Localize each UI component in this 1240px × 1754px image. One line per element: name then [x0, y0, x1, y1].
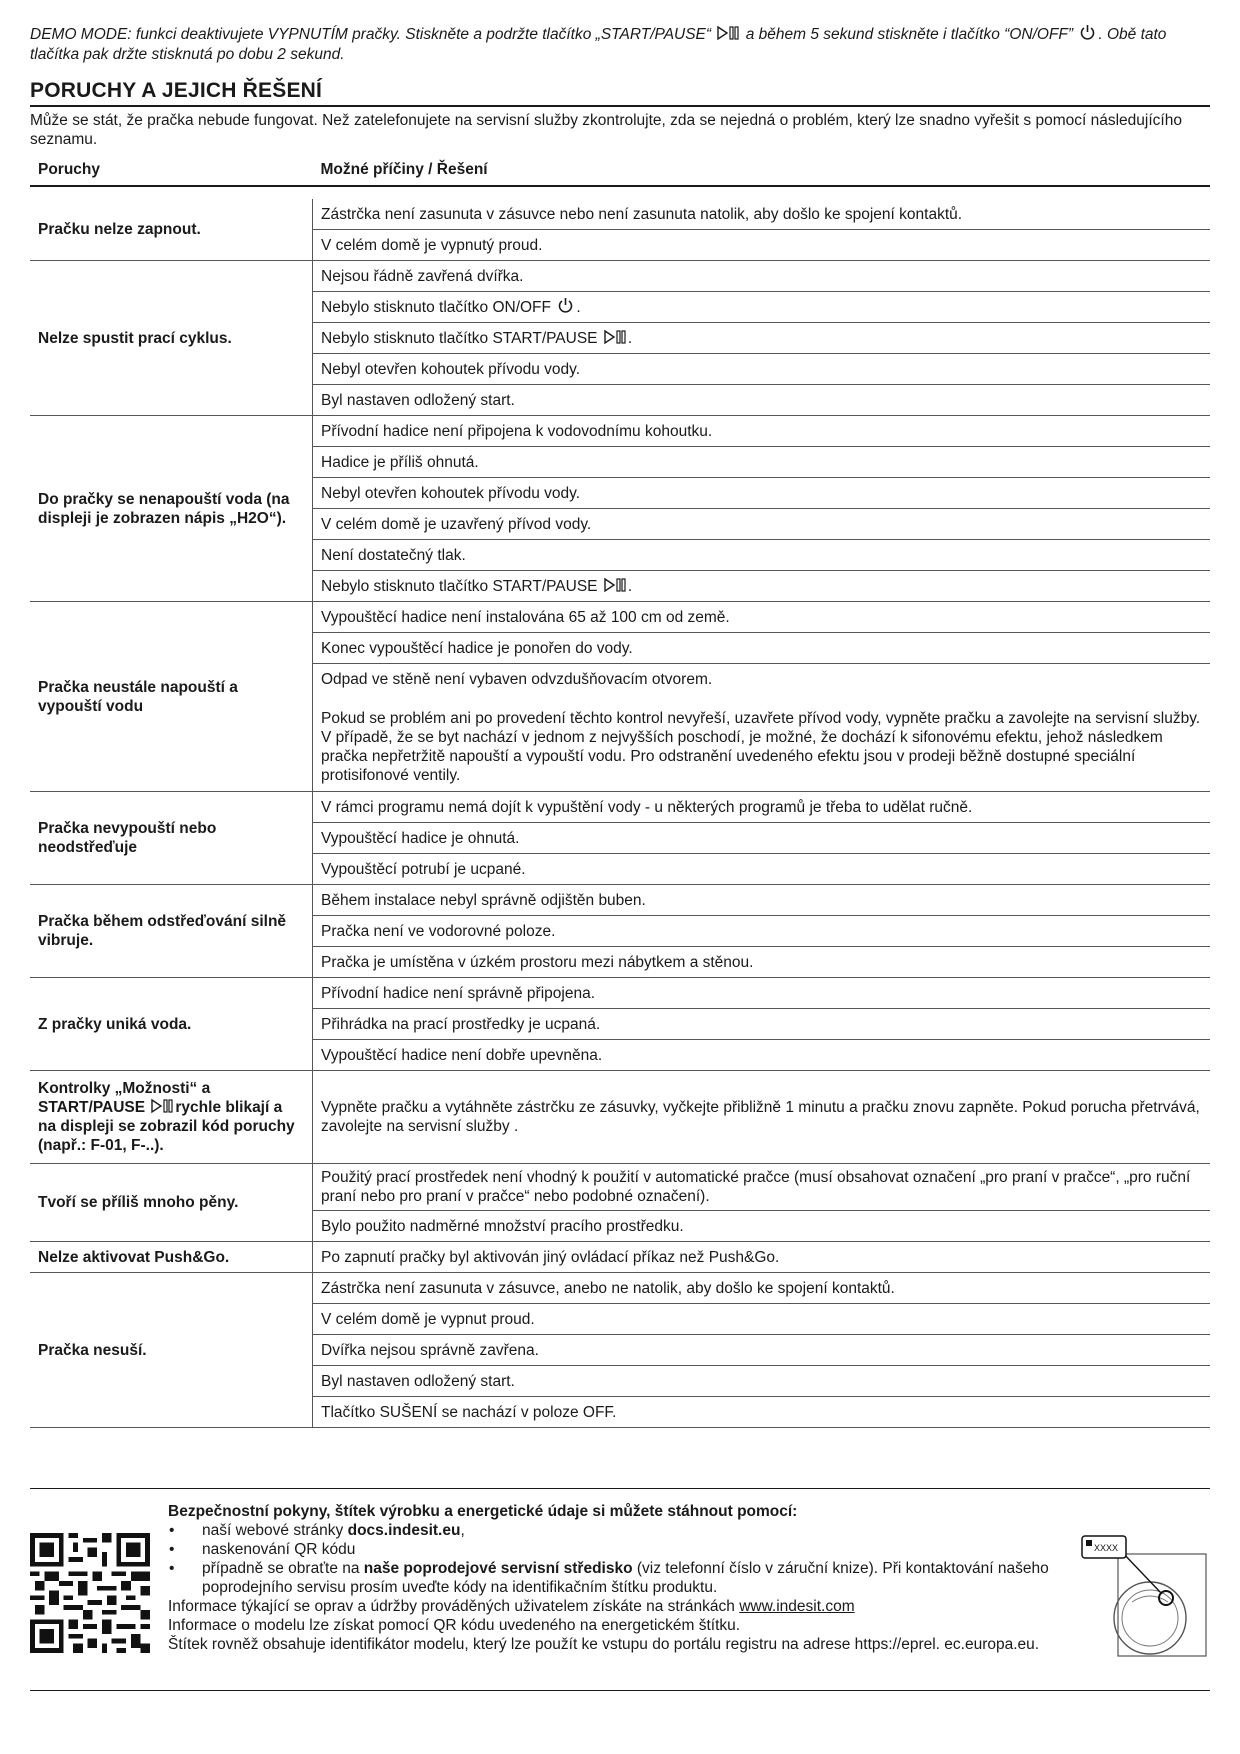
- table-row: [30, 261, 1210, 292]
- table-row: [30, 1164, 1210, 1211]
- table-row: [30, 885, 1210, 916]
- start-pause-icon: [717, 25, 739, 41]
- solution-cell: Pračka je umístěna v úzkém prostoru mezi nábytkem a stěnou.: [313, 947, 1211, 978]
- table-row: [30, 1071, 1210, 1164]
- footer-text: naskenování QR kódu: [202, 1541, 356, 1558]
- header-fault: Poruchy: [30, 157, 313, 186]
- solution-cell: Vypněte pračku a vytáhněte zástrčku ze zásuvky, vyčkejte přibližně 1 minutu a pračku znovu zapněte. Pokud porucha přetrvává, zavolejte na servisní služby .: [313, 1071, 1211, 1164]
- power-icon: [557, 297, 574, 314]
- solution-text: Nebylo stisknuto tlačítko START/PAUSE: [321, 329, 598, 347]
- footer-divider-bottom: [30, 1690, 1210, 1691]
- fault-cell: Pračka nevypouští nebo neodstřeďuje: [30, 792, 313, 885]
- fault-cell: Nelze spustit prací cyklus.: [30, 261, 313, 416]
- solution-cell: Vypouštěcí potrubí je ucpané.: [313, 854, 1211, 885]
- solution-cell: [313, 664, 1211, 792]
- solution-cell: Po zapnutí pračky byl aktivován jiný ovládací příkaz než Push&Go.: [313, 1242, 1211, 1273]
- docs-link: docs.indesit.eu: [347, 1522, 461, 1539]
- solution-cell: Bylo použito nadměrné množství pracího prostředku.: [313, 1211, 1211, 1242]
- fault-cell: Pračku nelze zapnout.: [30, 199, 313, 261]
- solution-cell: Během instalace nebyl správně odjištěn buben.: [313, 885, 1211, 916]
- document-page: [30, 24, 1210, 1428]
- table-row: [30, 416, 1210, 447]
- solution-cell: Nebylo stisknuto tlačítko START/PAUSE .: [313, 323, 1211, 354]
- fault-cell: Pračka během odstřeďování silně vibruje.: [30, 885, 313, 978]
- indesit-link[interactable]: www.indesit.com: [739, 1598, 855, 1615]
- solution-cell: Použitý prací prostředek není vhodný k použití v automatické pračce (musí obsahovat označení „pro praní v pračce“, „pro ruční praní nebo pro praní v pračce“ nebo podobné označení).: [313, 1164, 1211, 1211]
- intro-text: Může se stát, že pračka nebude fungovat. Než zatelefonujete na servisní služby zkontrolujte, zda se nejedná o problém, který lze snadno vyřešit s pomocí následujícího seznamu.: [30, 112, 1182, 148]
- solution-note: Pokud se problém ani po provedení těchto kontrol nevyřeší, uzavřete přívod vody, vypněte pračku a zavolejte na servisní služby. V případě, že se byt nachází v jednom z nejvyšších poschodí, je možné, že dochází k sifonovému efektu, jehož následkem pračka nepřetržitě napouští a vypouští vodu. Pro odstranění uvedeného efektu jsou v prodeji běžně dostupné speciální protisifonové ventily.: [321, 710, 1201, 784]
- solution-cell: Konec vypouštěcí hadice je ponořen do vody.: [313, 633, 1211, 664]
- footer-text: (viz telefonní číslo v záruční knize). Při kontaktování našeho poprodejního servisu prosím uveďte kódy na identifikačním štítku produktu.: [202, 1560, 1049, 1596]
- solution-cell: Pračka není ve vodorovné poloze.: [313, 916, 1211, 947]
- footer-heading: Bezpečnostní pokyny, štítek výrobku a energetické údaje si můžete stáhnout pomocí:: [168, 1503, 798, 1520]
- solution-cell: V celém domě je vypnutý proud.: [313, 230, 1211, 261]
- solution-cell: Nebylo stisknuto tlačítko START/PAUSE .: [313, 571, 1211, 602]
- solution-cell: Zástrčka není zasunuta v zásuvce nebo není zasunuta natolik, aby došlo ke spojení kontaktů.: [313, 199, 1211, 230]
- list-item: [168, 1559, 1088, 1597]
- footer-text: Informace týkající se oprav a údržby prováděných uživatelem získáte na stránkách: [168, 1598, 740, 1615]
- solution-cell: Nebylo stisknuto tlačítko ON/OFF .: [313, 292, 1211, 323]
- footer-line: Štítek rovněž obsahuje identifikátor modelu, který lze použít ke vstupu do portálu registru na adrese https://eprel. ec.europa.eu.: [168, 1636, 1040, 1653]
- footer-bold: naše poprodejové servisní středisko: [363, 1560, 633, 1577]
- label-code-text: XXXX: [1094, 1543, 1119, 1553]
- solution-text: Odpad ve stěně není vybaven odvzdušňovacím otvorem.: [321, 671, 713, 688]
- fault-cell: Tvoří se příliš mnoho pěny.: [30, 1164, 313, 1242]
- solution-cell: Vypouštěcí hadice není instalována 65 až 100 cm od země.: [313, 602, 1211, 633]
- table-spacer: [30, 186, 1210, 199]
- solution-cell: Zástrčka není zasunuta v zásuvce, anebo ne natolik, aby došlo ke spojení kontaktů.: [313, 1273, 1211, 1304]
- table-row: [30, 792, 1210, 823]
- footer-line: [168, 1597, 1088, 1616]
- fault-cell: Pračka nesuší.: [30, 1273, 313, 1428]
- start-pause-icon: [604, 577, 626, 593]
- footer-text: ,: [460, 1522, 465, 1539]
- solution-text: Nebylo stisknuto tlačítko ON/OFF: [321, 299, 551, 316]
- fault-text: rychle blikají a na displeji se zobrazil kód poruchy (např.: F-01, F-..).: [38, 1099, 295, 1154]
- start-pause-icon: [151, 1098, 173, 1114]
- footer-divider-top: [30, 1488, 1210, 1489]
- solution-cell: Nejsou řádně zavřená dvířka.: [313, 261, 1211, 292]
- start-pause-icon: [604, 329, 626, 345]
- solution-cell: Vypouštěcí hadice je ohnutá.: [313, 823, 1211, 854]
- solution-cell: Dvířka nejsou správně zavřena.: [313, 1335, 1211, 1366]
- demo-text-1: DEMO MODE: funkci deaktivujete VYPNUTÍM pračky. Stiskněte a podržte tlačítko „START/PAUSE“: [30, 26, 712, 43]
- footer-line: Informace o modelu lze získat pomocí QR kódu uvedeného na energetickém štítku.: [168, 1617, 741, 1634]
- fault-cell: Nelze aktivovat Push&Go.: [30, 1242, 313, 1273]
- fault-cell: [30, 1071, 313, 1164]
- table-row: [30, 602, 1210, 633]
- solution-cell: V celém domě je uzavřený přívod vody.: [313, 509, 1211, 540]
- fault-text: Kontrolky „Možnosti“ a START/PAUSE: [38, 1080, 211, 1116]
- solution-cell: Byl nastaven odložený start.: [313, 385, 1211, 416]
- washer-label-illustration: [1080, 1528, 1210, 1663]
- table-row: [30, 978, 1210, 1009]
- header-solution: Možné příčiny / Řešení: [313, 157, 1211, 186]
- solution-cell: Byl nastaven odložený start.: [313, 1366, 1211, 1397]
- solution-cell: V rámci programu nemá dojít k vypuštění vody - u některých programů je třeba to udělat ručně.: [313, 792, 1211, 823]
- solution-cell: Tlačítko SUŠENÍ se nachází v poloze OFF.: [313, 1397, 1211, 1428]
- solution-cell: Přívodní hadice není připojena k vodovodnímu kohoutku.: [313, 416, 1211, 447]
- qr-code-icon: [30, 1533, 150, 1658]
- demo-text-3: . Obě tato tlačítka pak držte stisknutá po dobu 2 sekund.: [30, 26, 1167, 63]
- footer-list: [168, 1521, 1088, 1597]
- troubleshooting-table: [30, 157, 1210, 1428]
- table-header-row: [30, 157, 1210, 186]
- list-item: [168, 1521, 1088, 1540]
- footer-text: případně se obraťte na: [202, 1560, 364, 1577]
- solution-cell: Není dostatečný tlak.: [313, 540, 1211, 571]
- solution-cell: Hadice je příliš ohnutá.: [313, 447, 1211, 478]
- fault-cell: Pračka neustále napouští a vypouští vodu: [30, 602, 313, 792]
- solution-cell: Přívodní hadice není správně připojena.: [313, 978, 1211, 1009]
- solution-cell: Přihrádka na prací prostředky je ucpaná.: [313, 1009, 1211, 1040]
- solution-cell: Nebyl otevřen kohoutek přívodu vody.: [313, 478, 1211, 509]
- table-row: [30, 1273, 1210, 1304]
- solution-cell: Vypouštěcí hadice není dobře upevněna.: [313, 1040, 1211, 1071]
- table-row: [30, 1242, 1210, 1273]
- page-title: PORUCHY A JEJICH ŘEŠENÍ: [30, 79, 1210, 107]
- demo-mode-note: [30, 24, 1210, 65]
- table-row: [30, 199, 1210, 230]
- power-icon: [1079, 24, 1096, 41]
- solution-cell: V celém domě je vypnut proud.: [313, 1304, 1211, 1335]
- fault-cell: Z pračky uniká voda.: [30, 978, 313, 1071]
- solution-text: Nebylo stisknuto tlačítko START/PAUSE: [321, 577, 598, 595]
- demo-text-2: a během 5 sekund stiskněte i tlačítko “ON/OFF”: [745, 26, 1074, 43]
- fault-cell: Do pračky se nenapouští voda (na displeji je zobrazen nápis „H2O“).: [30, 416, 313, 602]
- solution-cell: Nebyl otevřen kohoutek přívodu vody.: [313, 354, 1211, 385]
- footer-text: naší webové stránky: [202, 1522, 348, 1539]
- list-item: [168, 1540, 1088, 1559]
- footer-info: [168, 1502, 1088, 1654]
